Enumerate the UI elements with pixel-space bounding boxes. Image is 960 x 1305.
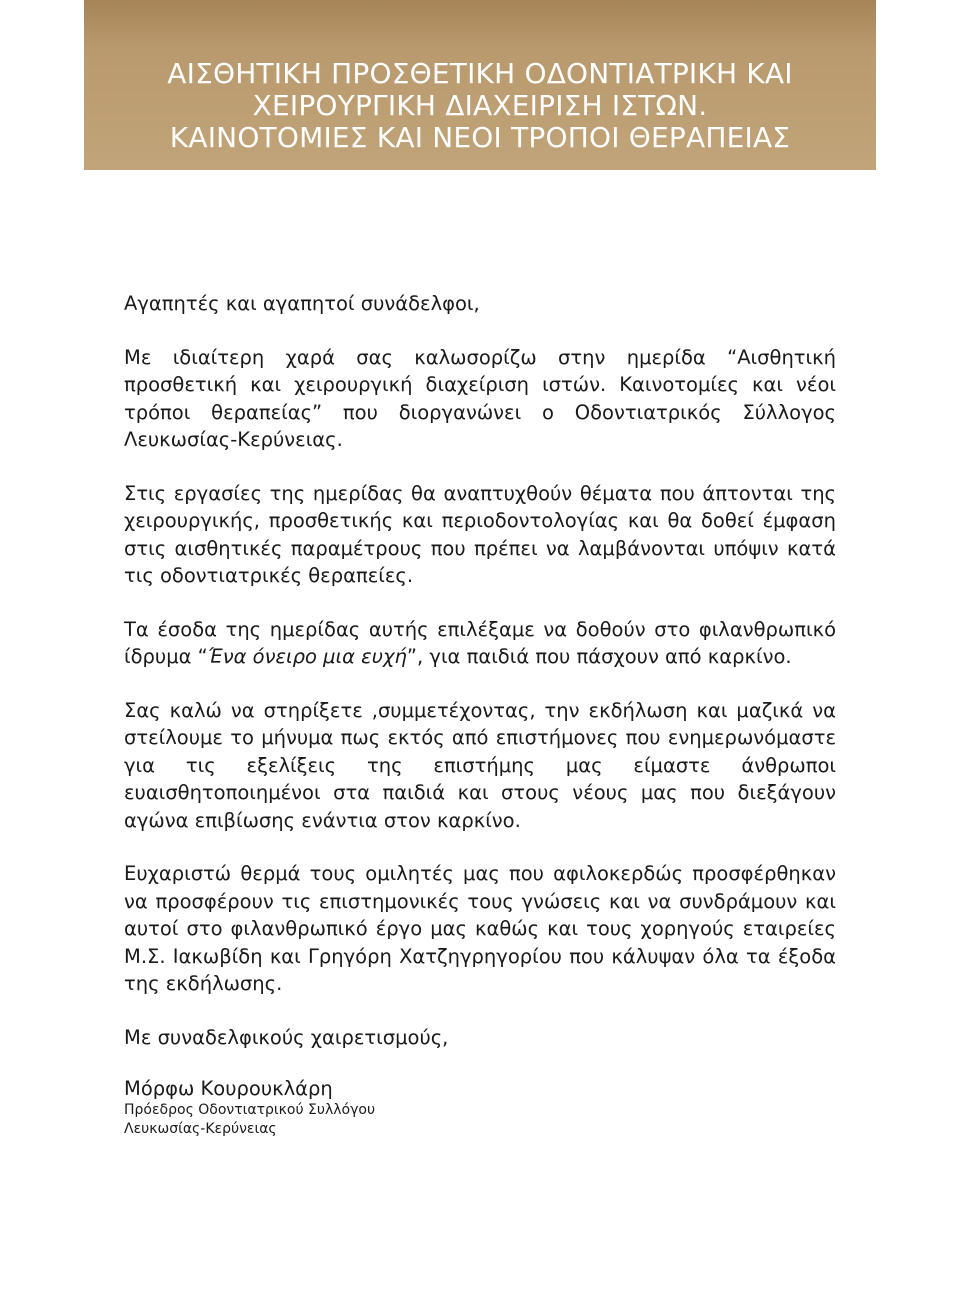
paragraph-welcome: Με ιδιαίτερη χαρά σας καλωσορίζω στην ημερίδα “Αισθητική προσθετική και χειρουργική διαχείριση ιστών. Καινοτομίες και νέοι τρόποι θεραπείας” που διοργανώνει ο Οδοντιατρικός Σύλλογος Λευκωσίας-Κερύνειας.: [124, 345, 836, 451]
title-line: ΚΑΙΝΟΤΟΜΙΕΣ ΚΑΙ ΝΕΟΙ ΤΡΟΠΟΙ ΘΕΡΑΠΕΙΑΣ: [169, 121, 791, 154]
charity-text-before: Τα έσοδα της ημερίδας αυτής επιλέξαμε να δοθούν στο φιλανθρωπικό ίδρυμα “: [124, 617, 836, 668]
greeting: Αγαπητές και αγαπητοί συνάδελφοι,: [124, 292, 480, 315]
paragraph-charity: [124, 616, 836, 671]
letter-body: [124, 290, 836, 1139]
document-title: [84, 58, 876, 154]
signature-title: Πρόεδρος Οδοντιατρικού Συλλόγου: [124, 1102, 376, 1118]
paragraph-support: Σας καλώ να στηρίξετε ,συμμετέχοντας, την εκδήλωση και μαζικά να στείλουμε το μήνυμα πως εκτός από επιστήμονες που ενημερωνόμαστε για τις εξελίξεις της επιστήμης μας είμαστε άνθρωποι ευαισθητοποιημένοι στα παιδιά και στους νέους μας που διεξάγουν αγώνα επιβίωσης ενάντια στον καρκίνο.: [124, 698, 836, 832]
closing: Με συναδελφικούς χαιρετισμούς,: [124, 1025, 449, 1049]
paragraph-topics: Στις εργασίες της ημερίδας θα αναπτυχθούν θέματα που άπτονται της χειρουργικής, προσθετικής και περιοδοντολογίας και θα δοθεί έμφαση στις αισθητικές παραμέτρους που πρέπει να λαμβάνονται υπόψιν κατά τις οδοντιατρικές θεραπείες.: [124, 481, 836, 587]
charity-text-after: ”, για παιδιά που πάσχουν από καρκίνο.: [406, 645, 792, 668]
paragraph-thanks: Ευχαριστώ θερμά τους ομιλητές μας που αφιλοκερδώς προσφέρθηκαν να προσφέρουν τις επιστημονικές τους γνώσεις και να συνδράμουν και αυτοί στο φιλανθρωπικό έργο μας καθώς και τους χορηγούς εταιρείες Μ.Σ. Ιακωβίδη και Γρηγόρη Χατζηγρηγορίου που κάλυψαν όλα τα έξοδα της εκδήλωσης.: [124, 862, 836, 995]
signature-name: Μόρφω Κουρουκλάρη: [124, 1077, 333, 1100]
title-line: ΑΙΣΘΗΤΙΚΗ ΠΡΟΣΘΕΤΙΚΗ ΟΔΟΝΤΙΑΤΡΙΚΗ ΚΑΙ: [167, 57, 793, 90]
signature-organization: Λευκωσίας-Κερύνειας: [124, 1121, 277, 1137]
title-banner: [84, 0, 876, 170]
charity-name: Ένα όνειρο μια ευχή: [207, 645, 407, 668]
title-line: ΧΕΙΡΟΥΡΓΙΚΗ ΔΙΑΧΕΙΡΙΣΗ ΙΣΤΩΝ.: [252, 89, 708, 122]
